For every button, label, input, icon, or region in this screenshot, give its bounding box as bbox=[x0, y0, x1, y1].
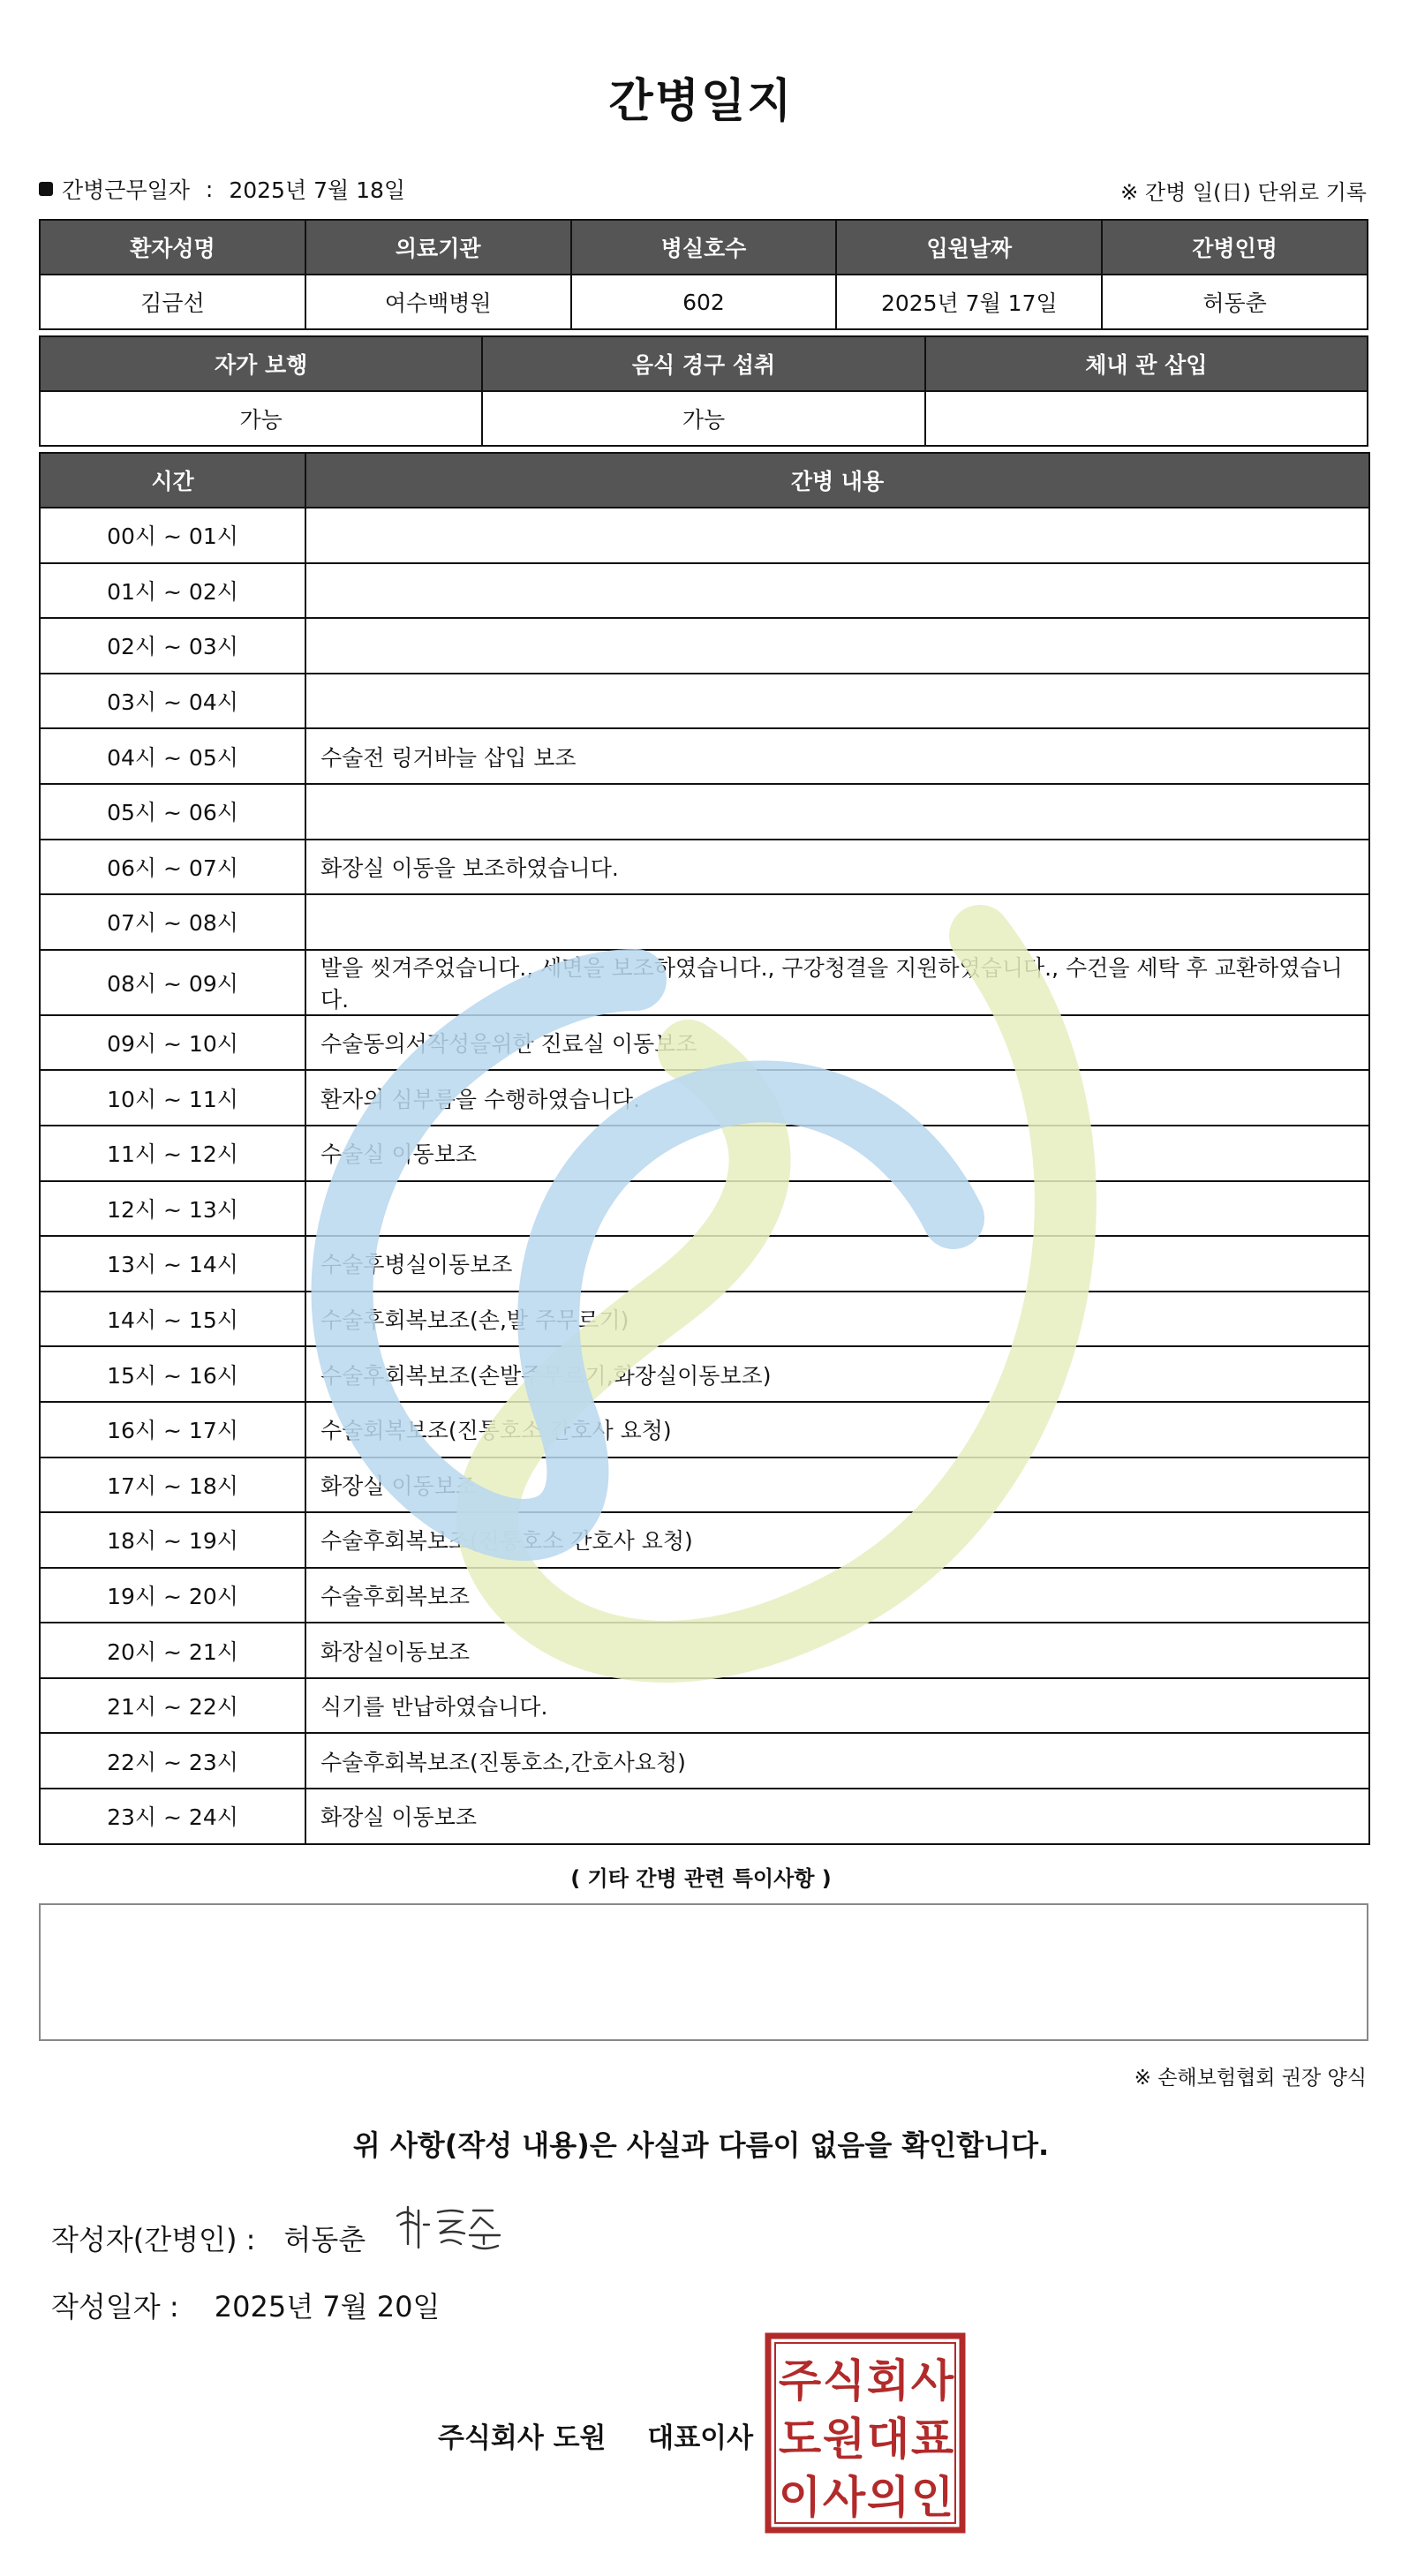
log-row bbox=[40, 1789, 1369, 1844]
log-time: 15시 ~ 16시 bbox=[40, 1346, 305, 1402]
log-time: 10시 ~ 11시 bbox=[40, 1070, 305, 1126]
seal-character: 대 bbox=[866, 2413, 910, 2465]
seal-character: 이 bbox=[778, 2471, 822, 2523]
company-name: 주식회사 도원 bbox=[438, 2422, 607, 2454]
company-seal-stamp bbox=[765, 2332, 966, 2534]
log-time: 11시 ~ 12시 bbox=[40, 1126, 305, 1181]
log-content bbox=[305, 508, 1369, 563]
log-row bbox=[40, 1512, 1369, 1568]
record-unit-note: ※ 간병 일(日) 단위로 기록 bbox=[1120, 180, 1367, 205]
log-row bbox=[40, 1015, 1369, 1071]
oral-intake-value: 가능 bbox=[482, 391, 924, 446]
log-time: 20시 ~ 21시 bbox=[40, 1623, 305, 1678]
log-time: 05시 ~ 06시 bbox=[40, 784, 305, 840]
log-row bbox=[40, 563, 1369, 619]
log-row bbox=[40, 1236, 1369, 1292]
log-content: 수술후회복보조(진통호소,간호사요청) bbox=[305, 1733, 1369, 1789]
header-admission-date: 입원날짜 bbox=[836, 220, 1102, 275]
seal-character: 사 bbox=[910, 2354, 954, 2407]
log-time: 16시 ~ 17시 bbox=[40, 1402, 305, 1457]
patient-value-row bbox=[40, 275, 1368, 329]
log-time: 12시 ~ 13시 bbox=[40, 1181, 305, 1237]
log-row bbox=[40, 894, 1369, 950]
log-content: 수술후회복보조(손,발 주무르기) bbox=[305, 1292, 1369, 1347]
remarks-title: ( 기타 간병 관련 특이사항 ) bbox=[570, 1866, 832, 1891]
log-content: 수술실 이동보조 bbox=[305, 1126, 1369, 1181]
work-date-line bbox=[39, 173, 405, 205]
log-content bbox=[305, 894, 1369, 950]
header-time: 시간 bbox=[40, 453, 305, 508]
log-time: 17시 ~ 18시 bbox=[40, 1457, 305, 1513]
log-row bbox=[40, 1292, 1369, 1347]
log-time: 19시 ~ 20시 bbox=[40, 1568, 305, 1623]
log-row bbox=[40, 1346, 1369, 1402]
log-row bbox=[40, 840, 1369, 895]
hospital-name: 여수백병원 bbox=[305, 275, 571, 329]
log-content: 수술전 링거바늘 삽입 보조 bbox=[305, 728, 1369, 784]
log-row bbox=[40, 1457, 1369, 1513]
log-content: 화장실이동보조 bbox=[305, 1623, 1369, 1678]
log-time: 23시 ~ 24시 bbox=[40, 1789, 305, 1844]
log-row bbox=[40, 784, 1369, 840]
written-date-value: 2025년 7월 20일 bbox=[214, 2290, 441, 2324]
company-line bbox=[438, 2415, 753, 2455]
log-content bbox=[305, 674, 1369, 729]
work-date-separator: : bbox=[205, 176, 214, 202]
square-bullet-icon bbox=[39, 182, 53, 196]
log-time: 00시 ~ 01시 bbox=[40, 508, 305, 563]
log-content bbox=[305, 784, 1369, 840]
log-time: 02시 ~ 03시 bbox=[40, 618, 305, 674]
written-date-line bbox=[51, 2285, 440, 2325]
work-date-label: 간병근무일자 bbox=[62, 177, 190, 203]
hourly-log-table bbox=[39, 452, 1370, 1845]
handwritten-signature bbox=[388, 2198, 512, 2260]
header-self-walking: 자가 보행 bbox=[40, 336, 482, 391]
log-row bbox=[40, 1402, 1369, 1457]
log-content: 환자의 심부름을 수행하였습니다. bbox=[305, 1070, 1369, 1126]
writer-name: 허동춘 bbox=[283, 2223, 366, 2256]
tube-insertion-value bbox=[925, 391, 1368, 446]
patient-info-table bbox=[39, 219, 1368, 330]
seal-character: 표 bbox=[910, 2413, 954, 2465]
log-time: 14시 ~ 15시 bbox=[40, 1292, 305, 1347]
log-content: 수술회복보조(진통호소 간호사 요청) bbox=[305, 1402, 1369, 1457]
log-row bbox=[40, 1126, 1369, 1181]
room-number: 602 bbox=[571, 275, 837, 329]
seal-character: 사 bbox=[822, 2471, 866, 2523]
log-content: 수술후회복보조 bbox=[305, 1568, 1369, 1623]
log-header-row bbox=[40, 453, 1369, 508]
header-patient-name: 환자성명 bbox=[40, 220, 305, 275]
log-body bbox=[40, 508, 1369, 1844]
seal-character: 원 bbox=[822, 2413, 866, 2465]
header-tube-insertion: 체내 관 삽입 bbox=[925, 336, 1368, 391]
log-content: 수술동의서작성을위한 진료실 이동보조 bbox=[305, 1015, 1369, 1071]
caregiver-name: 허동춘 bbox=[1102, 275, 1368, 329]
written-date-label: 작성일자 : bbox=[51, 2290, 179, 2324]
log-row bbox=[40, 1678, 1369, 1734]
log-time: 04시 ~ 05시 bbox=[40, 728, 305, 784]
remarks-box bbox=[39, 1903, 1368, 2041]
seal-character: 도 bbox=[778, 2413, 822, 2465]
log-time: 22시 ~ 23시 bbox=[40, 1733, 305, 1789]
log-row bbox=[40, 508, 1369, 563]
log-time: 09시 ~ 10시 bbox=[40, 1015, 305, 1071]
writer-label: 작성자(간병인) : bbox=[51, 2223, 256, 2256]
seal-character: 식 bbox=[822, 2354, 866, 2407]
work-date-value: 2025년 7월 18일 bbox=[229, 177, 406, 203]
log-row bbox=[40, 674, 1369, 729]
log-content bbox=[305, 1181, 1369, 1237]
log-content: 발을 씻겨주었습니다., 세면을 보조하였습니다., 구강청결을 지원하였습니다., 수건을 세탁 후 교환하였습니다. bbox=[305, 950, 1369, 1015]
log-row bbox=[40, 728, 1369, 784]
admission-date: 2025년 7월 17일 bbox=[836, 275, 1102, 329]
log-row bbox=[40, 1181, 1369, 1237]
log-content bbox=[305, 563, 1369, 619]
header-care-content: 간병 내용 bbox=[305, 453, 1369, 508]
log-time: 18시 ~ 19시 bbox=[40, 1512, 305, 1568]
header-hospital: 의료기관 bbox=[305, 220, 571, 275]
header-oral-intake: 음식 경구 섭취 bbox=[482, 336, 924, 391]
representative-title: 대표이사 bbox=[647, 2422, 754, 2454]
log-content: 화장실 이동보조 bbox=[305, 1789, 1369, 1844]
seal-character: 인 bbox=[910, 2471, 954, 2523]
log-time: 21시 ~ 22시 bbox=[40, 1678, 305, 1734]
log-content bbox=[305, 618, 1369, 674]
log-row bbox=[40, 618, 1369, 674]
seal-character: 주 bbox=[778, 2354, 822, 2407]
status-header-row bbox=[40, 336, 1368, 391]
log-time: 08시 ~ 09시 bbox=[40, 950, 305, 1015]
log-content: 화장실 이동을 보조하였습니다. bbox=[305, 840, 1369, 895]
log-row bbox=[40, 950, 1369, 1015]
log-time: 01시 ~ 02시 bbox=[40, 563, 305, 619]
log-content: 식기를 반납하였습니다. bbox=[305, 1678, 1369, 1734]
log-row bbox=[40, 1733, 1369, 1789]
patient-header-row bbox=[40, 220, 1368, 275]
log-time: 03시 ~ 04시 bbox=[40, 674, 305, 729]
seal-character: 의 bbox=[866, 2471, 910, 2523]
log-time: 06시 ~ 07시 bbox=[40, 840, 305, 895]
log-content: 수술후회복보조(손발주무르기,화장실이동보조) bbox=[305, 1346, 1369, 1402]
log-content: 수술후병실이동보조 bbox=[305, 1236, 1369, 1292]
header-caregiver-name: 간병인명 bbox=[1102, 220, 1368, 275]
patient-name: 김금선 bbox=[40, 275, 305, 329]
log-row bbox=[40, 1568, 1369, 1623]
writer-line bbox=[51, 2218, 366, 2258]
log-content: 화장실 이동보조 bbox=[305, 1457, 1369, 1513]
patient-status-table bbox=[39, 335, 1368, 447]
log-time: 07시 ~ 08시 bbox=[40, 894, 305, 950]
log-row bbox=[40, 1070, 1369, 1126]
log-row bbox=[40, 1623, 1369, 1678]
log-content: 수술후회복보조(진통호소 간호사 요청) bbox=[305, 1512, 1369, 1568]
page-title: 간병일지 bbox=[608, 75, 794, 128]
insurance-note: ※ 손해보험협회 권장 양식 bbox=[1134, 2067, 1367, 2090]
seal-character: 회 bbox=[866, 2354, 910, 2407]
self-walking-value: 가능 bbox=[40, 391, 482, 446]
status-value-row bbox=[40, 391, 1368, 446]
confirmation-statement: 위 사항(작성 내용)은 사실과 다름이 없음을 확인합니다. bbox=[352, 2128, 1050, 2162]
log-time: 13시 ~ 14시 bbox=[40, 1236, 305, 1292]
header-room-number: 병실호수 bbox=[571, 220, 837, 275]
